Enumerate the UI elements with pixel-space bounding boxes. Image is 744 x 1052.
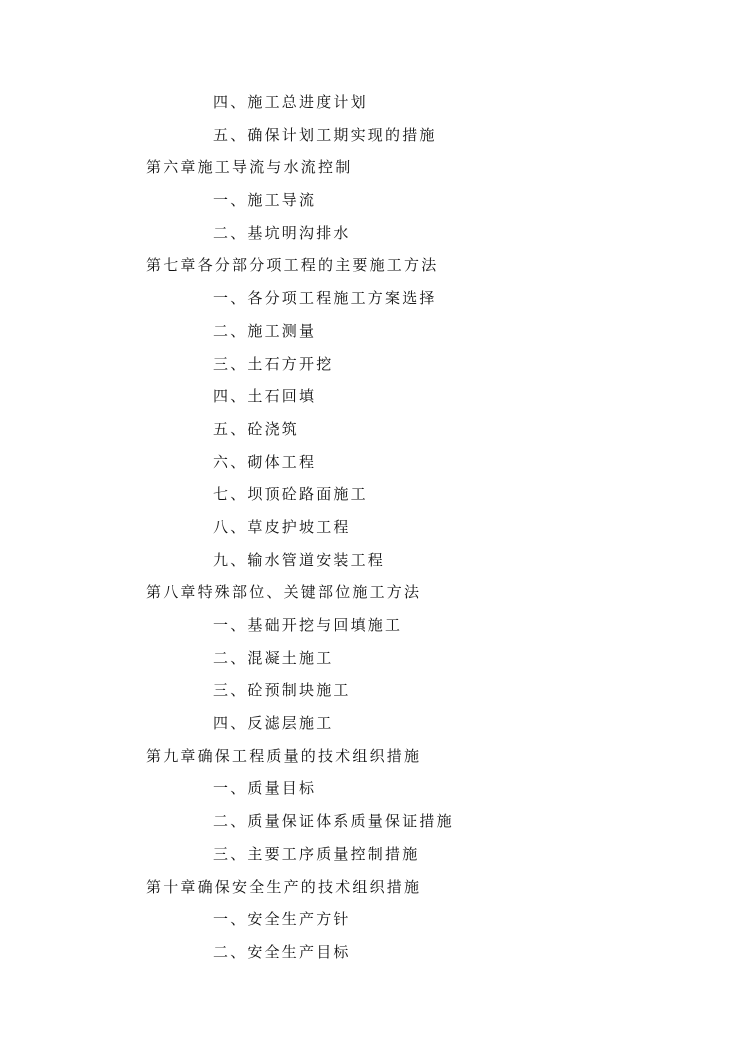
- toc-section-item: 一、基础开挖与回填施工: [213, 616, 403, 634]
- toc-section-item: 一、安全生产方针: [213, 910, 351, 929]
- toc-section-item: 九、输水管道安装工程: [213, 550, 386, 569]
- toc-section-item: 五、确保计划工期实现的措施: [213, 125, 437, 144]
- toc-section-item: 二、混凝土施工: [213, 648, 334, 667]
- toc-section-item: 二、施工测量: [213, 321, 317, 340]
- toc-chapter-heading: 第七章各分部分项工程的主要施工方法: [146, 256, 439, 275]
- toc-section-item: 二、质量保证体系质量保证措施: [213, 812, 454, 831]
- toc-section-item: 五、砼浇筑: [213, 419, 300, 438]
- toc-section-item: 四、反滤层施工: [213, 714, 334, 733]
- toc-section-item: 四、土石回填: [213, 387, 317, 406]
- toc-section-item: 二、基坑明沟排水: [213, 223, 351, 242]
- toc-section-item: 一、施工导流: [213, 191, 317, 210]
- toc-section-item: 一、各分项工程施工方案选择: [213, 289, 437, 308]
- toc-section-item: 七、坝顶砼路面施工: [213, 485, 368, 504]
- toc-section-item: 四、施工总进度计划: [213, 93, 368, 111]
- toc-chapter-heading: 第九章确保工程质量的技术组织措施: [146, 746, 422, 765]
- toc-section-item: 八、草皮护坡工程: [213, 517, 351, 536]
- toc-section-item: 一、质量目标: [213, 779, 317, 798]
- table-of-contents: [0, 86, 744, 969]
- toc-chapter-heading: 第六章施工导流与水流控制: [146, 158, 353, 177]
- toc-section-item: 三、主要工序质量控制措施: [213, 844, 420, 863]
- toc-section-item: 三、土石方开挖: [213, 354, 334, 373]
- toc-section-item: 三、砼预制块施工: [213, 681, 351, 700]
- toc-chapter-heading: 第十章确保安全生产的技术组织措施: [146, 877, 422, 896]
- toc-section-item: 二、安全生产目标: [213, 942, 351, 961]
- toc-section-item: 六、砌体工程: [213, 452, 317, 471]
- toc-chapter-heading: 第八章特殊部位、关键部位施工方法: [146, 583, 422, 602]
